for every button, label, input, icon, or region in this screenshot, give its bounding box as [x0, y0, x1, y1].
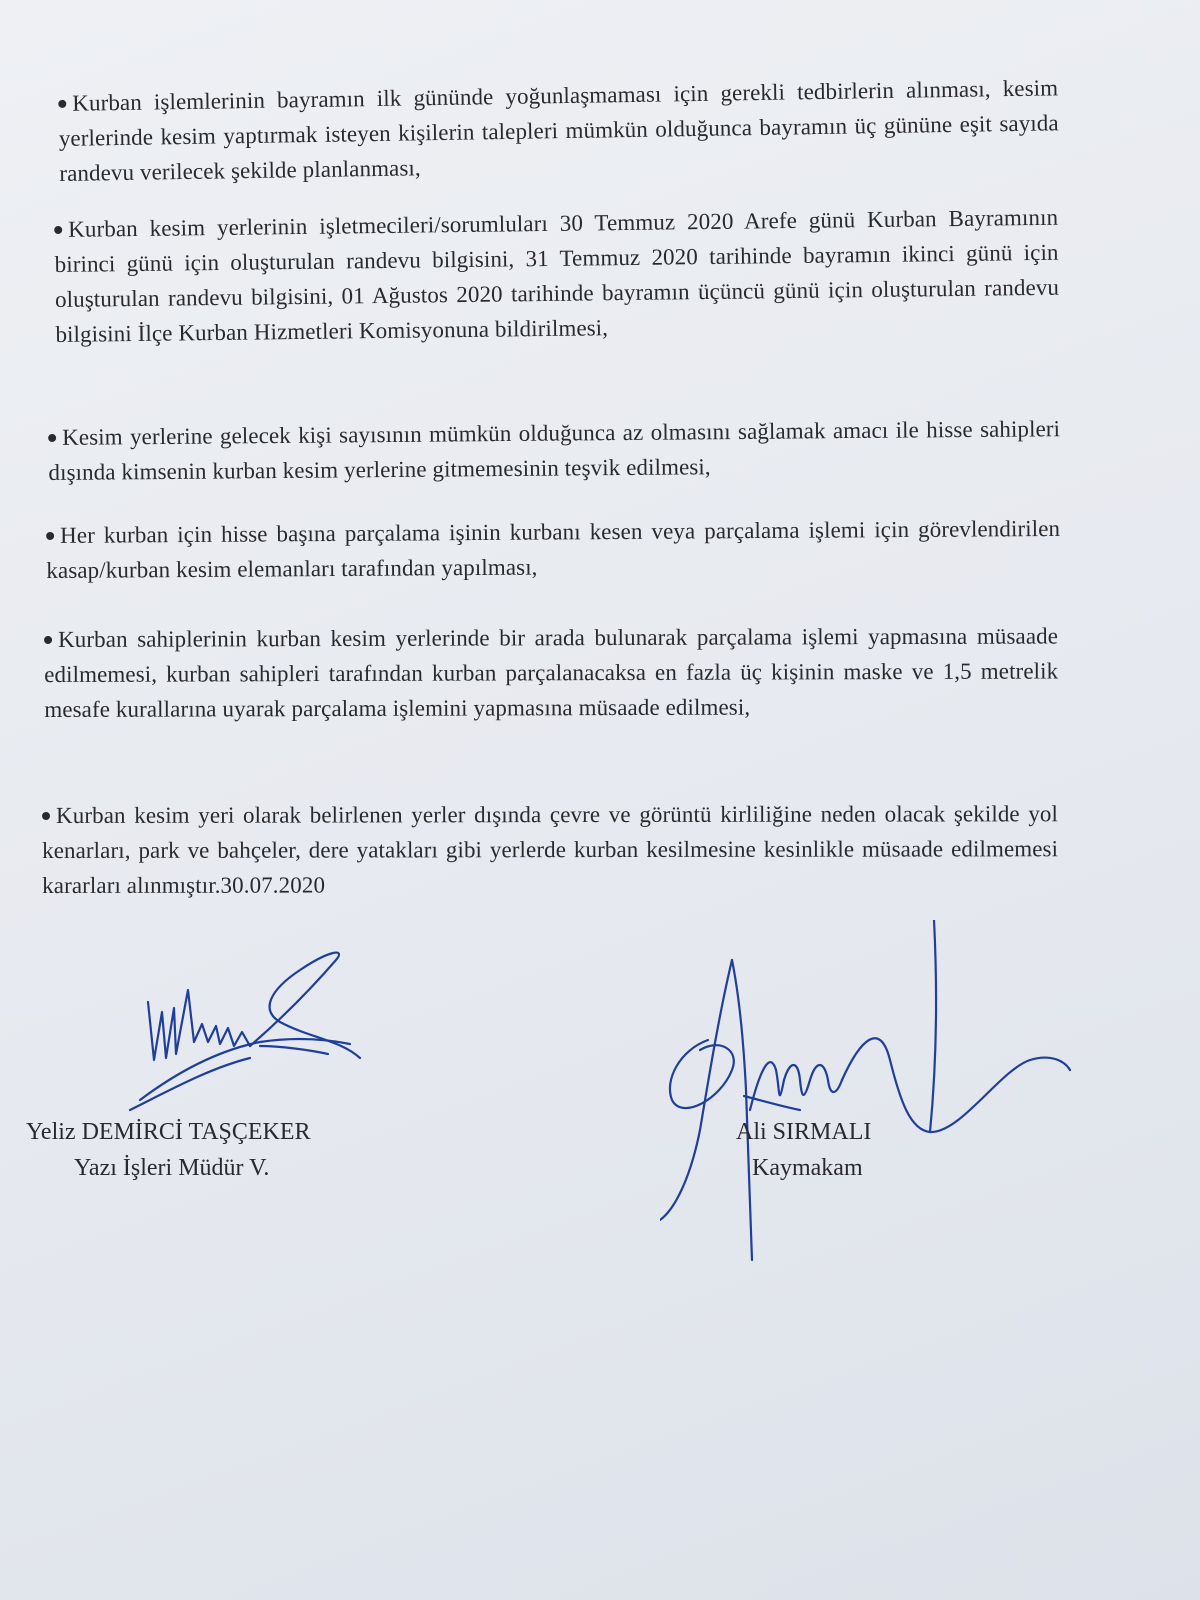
- left-signatory-title: Yazı İşleri Müdür V.: [74, 1155, 270, 1181]
- decision-item-6: Kurban kesim yeri olarak belirlenen yerler dışında çevre ve görüntü kirliliğine neden olacak şekilde yol kenarları, park ve bahçeler, dere yatakları gibi yerlerde kurban kesilmesine kesinlikle müsaade edilmemesi kararları alınmıştır.30.07.2020: [42, 801, 1059, 898]
- left-signatory-name: Yeliz DEMİRCİ TAŞÇEKER: [26, 1119, 311, 1145]
- right-signatory-title: Kaymakam: [752, 1155, 863, 1181]
- bullet-icon: [44, 636, 52, 644]
- decision-item-2: Kurban kesim yerlerinin işletmecileri/sorumluları 30 Temmuz 2020 Arefe günü Kurban Bayramının birinci günü için oluşturulan randevu bilgisini, 31 Temmuz 2020 tarihinde bayramın ikinci günü için oluşturulan randevu bilgisini, 01 Ağustos 2020 tarihinde bayramın üçüncü günü için oluşturulan randevu bilgisini İlçe Kurban Hizmetleri Komisyonuna bildirilmesi,: [54, 204, 1060, 347]
- decision-item-4: Her kurban için hisse başına parçalama işinin kurbanı kesen veya parçalama işlemi için görevlendirilen kasap/kurban kesim elemanları tarafından yapılması,: [46, 515, 1061, 583]
- bullet-icon: [48, 434, 56, 442]
- bullet-icon: [58, 100, 66, 108]
- bullet-icon: [42, 812, 50, 820]
- left-handwritten-signature: [110, 950, 380, 1140]
- decision-item-1: Kurban işlemlerinin bayramın ilk gününde yoğunlaşmaması için gerekli tedbirlerin alınması, kesim yerlerinde kesim yaptırmak isteyen kişilerin talepleri mümkün olduğunca bayramın üç gününe eşit sayıda randevu verilecek şekilde planlanması,: [58, 75, 1059, 186]
- right-signatory-name: Ali SIRMALI: [736, 1119, 872, 1145]
- bullet-icon: [54, 226, 62, 234]
- right-handwritten-signature: [660, 920, 1100, 1300]
- decision-item-5: Kurban sahiplerinin kurban kesim yerlerinde bir arada bulunarak parçalama işlemi yapmasına müsaade edilmemesi, kurban sahipleri tarafından kurban parçalanacaksa en fazla üç kişinin maske ve 1,5 metrelik mesafe kurallarına uyarak parçalama işlemini yapmasına müsaade edilmesi,: [44, 623, 1059, 722]
- bullet-icon: [46, 532, 54, 540]
- decision-item-3: Kesim yerlerine gelecek kişi sayısının mümkün olduğunca az olmasını sağlamak amacı ile hisse sahipleri dışında kimsenin kurban kesim yerlerine gitmemesinin teşvik edilmesi,: [48, 416, 1061, 485]
